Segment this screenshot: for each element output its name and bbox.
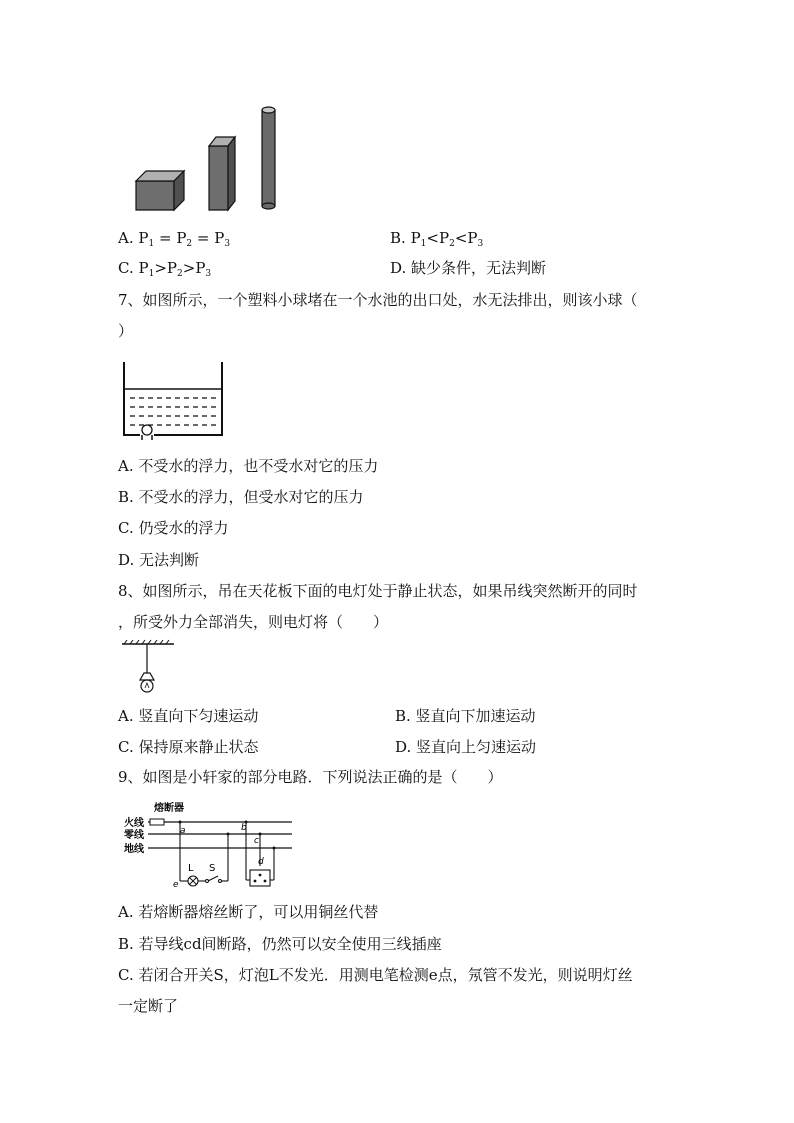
q7-option-b: B. 不受水的浮力，但受水对它的压力 (118, 488, 364, 506)
q9-stem: 9、如图是小轩家的部分电路．下列说法正确的是（ ） (118, 768, 503, 786)
q6-option-a: A. $P_1 = P_2 = P_3$ (118, 229, 231, 249)
q7-stem-line1: 7、如图所示，一个塑料小球堵在一个水池的出口处，水无法排出，则该小球（ (118, 291, 638, 309)
svg-text:c: c (254, 836, 259, 846)
svg-text:a: a (180, 826, 186, 836)
switch-S (208, 876, 218, 881)
q8-figure-lamp (120, 640, 180, 700)
q6-option-b: B. $P_1<P_2<P_3$ (390, 229, 484, 249)
solid-cylinder (262, 107, 275, 209)
svg-text:L: L (188, 863, 194, 874)
q8-option-b: B. 竖直向下加速运动 (395, 707, 536, 725)
q8-option-a: A. 竖直向下匀速运动 (118, 707, 259, 725)
q7-figure-pool (120, 360, 230, 440)
q8-option-c: C. 保持原来静止状态 (118, 738, 259, 756)
q6-option-d: D. 缺少条件，无法判断 (390, 259, 547, 277)
solid-cube (136, 171, 184, 210)
q9-option-c-cont: 一定断了 (118, 997, 179, 1015)
label-ground: 地线 (124, 844, 144, 855)
q8-stem-line2: ，所受外力全部消失，则电灯将（ ） (118, 613, 389, 631)
water-dashes (130, 398, 216, 425)
q7-option-c: C. 仍受水的浮力 (118, 519, 229, 537)
q9-option-b: B. 若导线cd间断路，仍然可以安全使用三线插座 (118, 935, 442, 953)
q7-option-d: D. 无法判断 (118, 551, 200, 569)
q6-option-c: C. $P_1>P_2>P_3$ (118, 259, 212, 279)
q7-stem-line2: ） (118, 322, 134, 340)
solid-prism (209, 137, 235, 210)
svg-text:b: b (241, 823, 247, 833)
label-live: 火线 (124, 818, 144, 829)
q9-option-c: C. 若闭合开关S，灯泡L不发光．用测电笔检测e点，氖管不发光，则说明灯丝 (118, 966, 633, 984)
svg-text:d: d (258, 857, 264, 867)
q8-option-d: D. 竖直向上匀速运动 (395, 738, 537, 756)
q9-option-a: A. 若熔断器熔丝断了，可以用铜丝代替 (118, 903, 379, 921)
label-fuse: 熔断器 (154, 803, 184, 814)
q9-figure-circuit (120, 800, 295, 892)
label-neutral: 零线 (124, 830, 144, 841)
fuse (150, 819, 164, 825)
q7-option-a: A. 不受水的浮力，也不受水对它的压力 (118, 457, 379, 475)
q6-figure-solids (130, 100, 290, 215)
lamp-bulb (141, 680, 153, 692)
q8-stem-line1: 8、如图所示，吊在天花板下面的电灯处于静止状态，如果吊线突然断开的同时 (118, 582, 638, 600)
lamp-shade (140, 673, 154, 680)
three-pin-socket (250, 870, 270, 886)
plastic-ball (142, 425, 152, 435)
svg-text:S: S (209, 863, 216, 874)
svg-text:e: e (173, 880, 179, 890)
